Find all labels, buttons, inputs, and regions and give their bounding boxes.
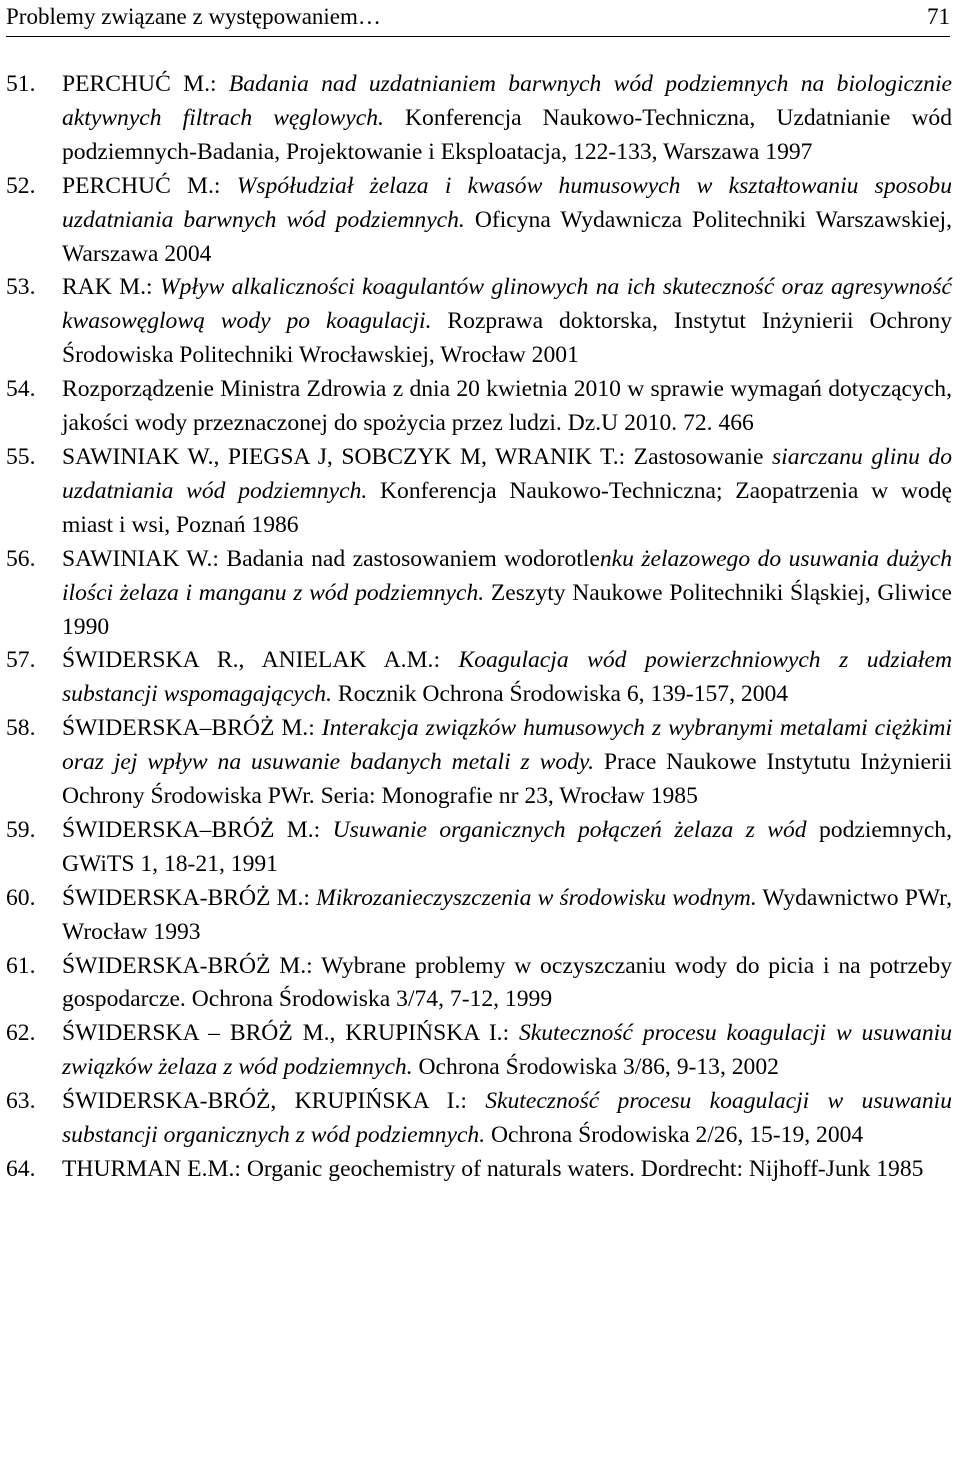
reference-authors: SAWINIAK W.: Badania nad zastosowaniem wodorotle [62,545,600,572]
running-title: Problemy związane z występowaniem… [6,4,381,29]
reference-publication: Wybrane problemy w oczyszczaniu wody do picia i na potrzeby gospodarcze. Ochrona Środowiska 3/74, 7-12, 1999 [62,952,953,1013]
reference-item [6,712,952,814]
reference-item [6,170,952,272]
reference-number: 60. [6,884,36,911]
reference-number: 62. [6,1020,36,1047]
reference-number: 57. [6,647,36,674]
reference-publication: Zeszyty Naukowe Politechniki Śląskiej, Gliwice 1990 [62,579,953,640]
reference-number: 64. [6,1156,36,1182]
reference-title: Koagulacja wód powierzchniowych z udziałem substancji wspomagających. [62,647,952,708]
reference-publication: podziemnych, GWiTS 1, 18-21, 1991 [62,816,952,877]
reference-item [6,882,952,950]
reference-title: Skuteczność procesu koagulacji w usuwaniu związków żelaza z wód podziemnych. [62,1020,952,1081]
running-header [6,0,950,37]
reference-title: nku żelazowego do usuwania dużych ilości żelaza i manganu z wód podziemnych. [62,545,952,606]
reference-authors: ŚWIDERSKA-BRÓŻ M.: [62,952,322,979]
reference-item [6,644,952,712]
reference-authors: ŚWIDERSKA–BRÓŻ M.: [62,816,333,843]
reference-publication: Ochrona Środowiska 3/86, 9-13, 2002 [412,1054,779,1081]
reference-authors: ŚWIDERSKA – BRÓŻ M., KRUPIŃSKA I.: [62,1020,519,1047]
reference-number: 56. [6,545,36,572]
reference-title: Skuteczność procesu koagulacji w usuwaniu substancji organicznych z wód podziemnych. [62,1088,952,1149]
reference-item [6,1085,952,1153]
reference-number: 58. [6,715,36,742]
reference-publication: Konferencja Naukowo-Techniczna, Uzdatnianie wód podziemnych-Badania, Projektowanie i Eksploatacja, 122-133, Warszawa 1997 [62,104,953,165]
reference-number: 52. [6,172,36,199]
reference-publication: Wydawnictwo PWr, Wrocław 1993 [62,884,952,945]
reference-title: Współudział żelaza i kwasów humusowych w kształtowaniu sposobu uzdatniania barwnych wód podziemnych. [62,172,952,233]
reference-publication: Prace Naukowe Instytutu Inżynierii Ochrony Środowiska PWr. Seria: Monografie nr 23, Wrocław 1985 [62,749,952,810]
reference-list [6,68,952,1187]
reference-title: siarczanu glinu do uzdatniania wód podziemnych. [62,443,952,504]
reference-authors: ŚWIDERSKA R., ANIELAK A.M.: [62,647,459,674]
reference-authors: ŚWIDERSKA–BRÓŻ M.: [62,715,322,742]
reference-item [6,68,952,170]
reference-authors: ŚWIDERSKA-BRÓŻ, KRUPIŃSKA I.: [62,1088,486,1115]
reference-item [6,1017,952,1085]
reference-authors: THURMAN E.M.: [62,1156,247,1182]
reference-title: Badania nad uzdatnianiem barwnych wód podziemnych na biologicznie aktywnych filtrach węglowych. [62,71,952,131]
reference-title: Usuwanie organicznych połączeń żelaza z wód [332,816,807,843]
reference-authors: ŚWIDERSKA-BRÓŻ M.: [62,884,317,911]
page-number: 71 [927,4,950,29]
reference-title: Wpływ alkaliczności koagulantów glinowych na ich skuteczność oraz agresywność kwasowęglową wody po koagulacji. [62,274,953,335]
reference-item [6,543,952,645]
reference-number: 61. [6,952,36,979]
reference-number: 59. [6,816,36,843]
reference-publication: Organic geochemistry of naturals waters. Dordrecht: Nijhoff-Junk 1985 [246,1156,924,1182]
reference-item [6,271,952,373]
reference-title: Mikrozanieczyszczenia w środowisku wodnym. [316,884,757,911]
reference-item [6,441,952,543]
reference-publication: Konferencja Naukowo-Techniczna; Zaopatrzenia w wodę miast i wsi, Poznań 1986 [62,477,952,538]
reference-item [6,950,952,1018]
reference-publication: Rozporządzenie Ministra Zdrowia z dnia 20 kwietnia 2010 w sprawie wymagań dotyczących, jakości wody przeznaczonej do spożycia przez ludzi. Dz.U 2010. 72. 466 [62,376,952,437]
reference-authors: PERCHUĆ M.: [62,172,237,199]
reference-number: 51. [6,71,36,97]
reference-authors: RAK M.: [62,274,160,301]
reference-number: 53. [6,274,36,301]
reference-number: 63. [6,1088,36,1115]
reference-item [6,814,952,882]
reference-publication: Oficyna Wydawnicza Politechniki Warszawskiej, Warszawa 2004 [62,206,952,267]
reference-authors: SAWINIAK W., PIEGSA J, SOBCZYK M, WRANIK T.: Zastosowanie [62,443,772,470]
reference-authors: PERCHUĆ M.: [62,71,229,97]
reference-title: Interakcja związków humusowych z wybranymi metalami ciężkimi oraz jej wpływ na usuwanie badanych metali z wody. [62,715,952,776]
reference-item [6,1153,952,1187]
reference-number: 55. [6,443,36,470]
reference-publication: Rocznik Ochrona Środowiska 6, 139-157, 2004 [332,681,789,708]
reference-publication: Rozprawa doktorska, Instytut Inżynierii Ochrony Środowiska Politechniki Wrocławskiej, Wrocław 2001 [62,308,952,369]
reference-publication: Ochrona Środowiska 2/26, 15-19, 2004 [485,1122,864,1149]
reference-item [6,373,952,441]
reference-number: 54. [6,376,36,403]
